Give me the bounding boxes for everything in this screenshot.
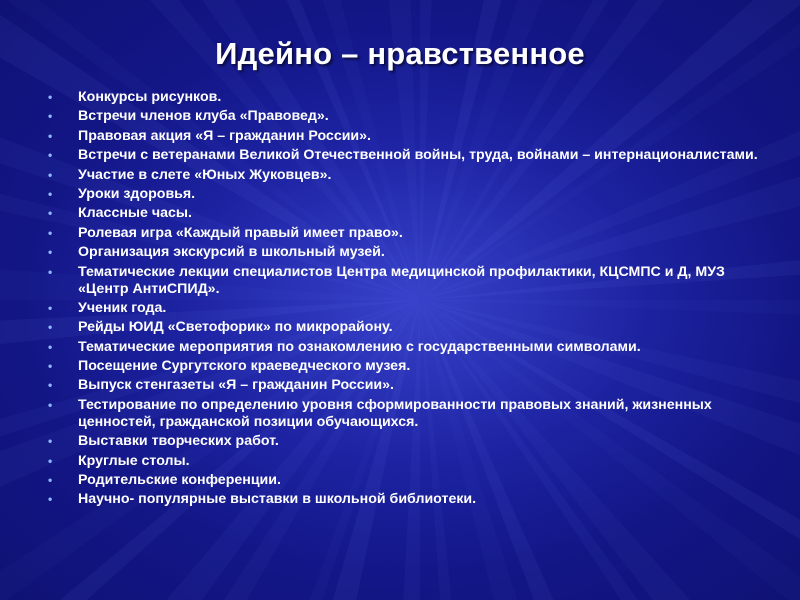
bullet-dot-icon: • [48,245,53,260]
list-item [48,472,768,489]
list-item-text: Правовая акция «Я – гражданин России». [78,127,371,144]
list-item [48,491,768,508]
bullet-dot-icon: • [48,109,53,124]
list-item [48,89,768,106]
list-item [48,358,768,375]
list-item-text: Конкурсы рисунков. [78,89,222,105]
list-item-text: Выставки творческих работ. [78,433,279,450]
list-item [48,167,768,184]
list-item-text: Ученик года. [78,299,167,316]
list-item-text: Организация экскурсий в школьный музей. [78,244,385,261]
list-item-text: Круглые столы. [78,452,190,469]
list-item-text: Тематические мероприятия по ознакомлению с государственными символами. [78,338,641,355]
list-item-text: Рейды ЮИД «Светофорик» по микрорайону. [78,319,393,336]
bullet-dot-icon: • [48,320,53,335]
bullet-dot-icon: • [48,225,53,240]
list-item [48,339,768,356]
list-item [48,108,768,125]
list-item-text: Ролевая игра «Каждый правый имеет право». [78,224,403,241]
bullet-dot-icon: • [48,186,53,201]
bullet-dot-icon: • [48,492,53,507]
bullet-list [48,89,768,511]
slide-title: Идейно – нравственное [215,36,585,71]
bullet-dot-icon: • [48,378,53,393]
list-item [48,225,768,242]
list-item [48,433,768,450]
list-item-text: Уроки здоровья. [78,185,196,202]
list-item [48,377,768,394]
list-item-text: Родительские конференции. [78,472,281,489]
list-item [48,264,768,298]
bullet-dot-icon: • [48,359,53,374]
bullet-dot-icon: • [48,128,53,143]
bullet-dot-icon: • [48,453,53,468]
list-item [48,244,768,261]
list-item-text: Тематические лекции специалистов Центра медицинской профилактики, КЦСМПС и Д, МУЗ «Центр АнтиСПИД». [78,263,725,297]
bullet-dot-icon: • [48,264,53,279]
list-item-text: Встречи с ветеранами Великой Отечественной войны, труда, войнами – интернационалистами. [78,147,758,164]
list-item [48,147,768,164]
bullet-dot-icon: • [48,148,53,163]
list-item-text: Классные часы. [78,205,192,222]
list-item-text: Участие в слете «Юных Жуковцев». [78,166,332,183]
list-item-text: Выпуск стенгазеты «Я – гражданин России». [78,377,394,394]
bullet-dot-icon: • [48,397,53,412]
bullet-dot-icon: • [48,434,53,449]
list-item [48,205,768,222]
list-item-text: Посещение Сургутского краеведческого музея. [78,358,411,375]
bullet-dot-icon: • [48,90,53,104]
list-item [48,186,768,203]
list-item-text: Научно- популярные выставки в школьной библиотеки. [78,491,477,508]
bullet-dot-icon: • [48,167,53,182]
list-item [48,128,768,145]
list-item [48,397,768,431]
list-item [48,453,768,470]
bullet-dot-icon: • [48,339,53,354]
bullet-dot-icon: • [48,300,53,315]
list-item-text: Тестирование по определению уровня сформированности правовых знаний, жизненных ценностей, гражданской позиции обучающихся. [78,396,712,430]
bullet-dot-icon: • [48,473,53,488]
list-item [48,319,768,336]
list-item [48,300,768,317]
list-item-text: Встречи членов клуба «Правовед». [78,108,329,125]
bullet-dot-icon: • [48,206,53,221]
